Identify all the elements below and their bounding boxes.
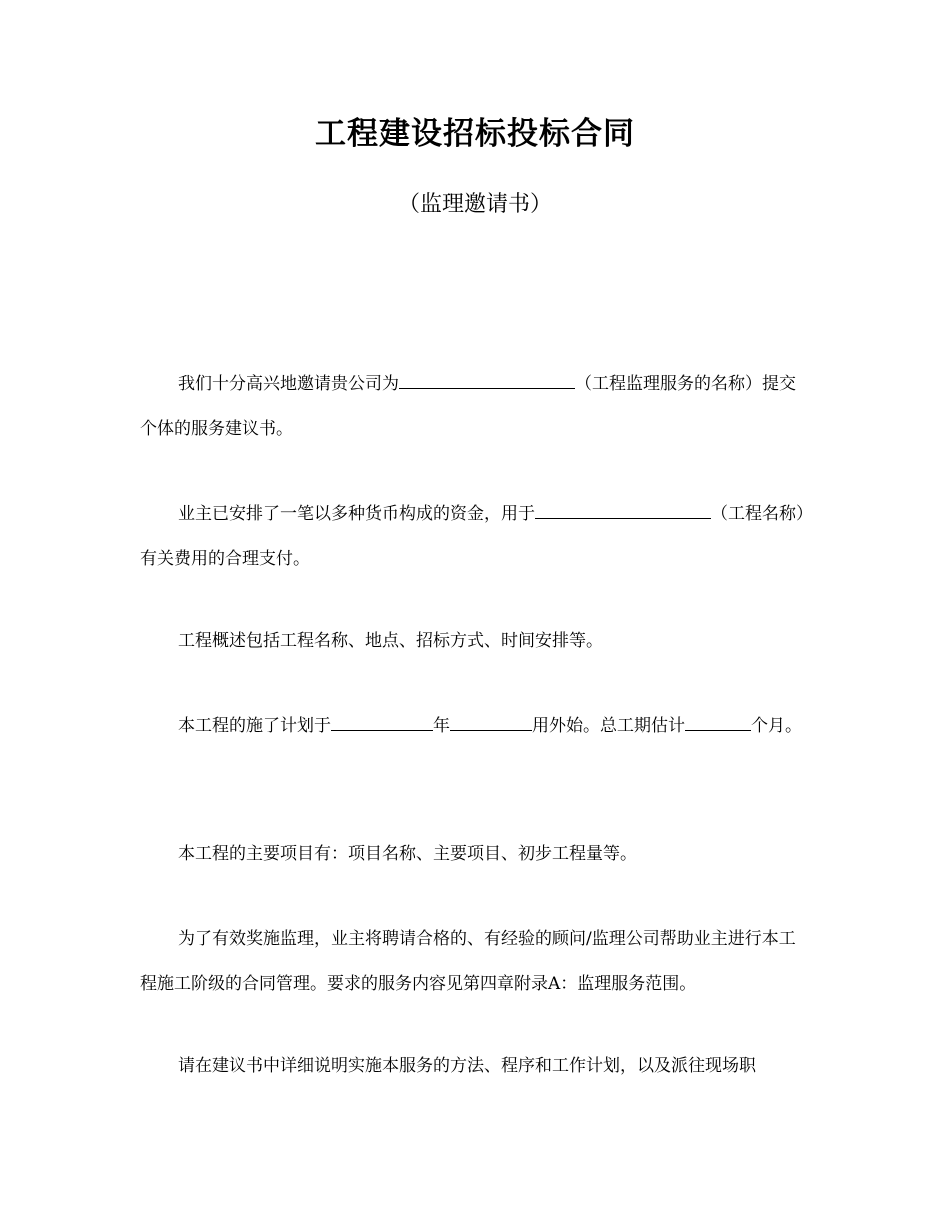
paragraph-text: 用外始。总工期估计 xyxy=(532,716,685,736)
paragraph-text: （工程监理服务的名称）提交个体的服务建议书。 xyxy=(140,374,796,439)
paragraph-text: 年 xyxy=(433,716,450,736)
blank-service-name xyxy=(399,368,575,389)
paragraph-proposal: 请在建议书中详细说明实施本服务的方法、程序和工作计划，以及派往现场职 xyxy=(178,1056,756,1076)
document-subtitle: （监理邀请书） xyxy=(397,192,552,217)
paragraph-invitation xyxy=(140,362,810,452)
paragraph-overview: 工程概述包括工程名称、地点、招标方式、时间安排等。 xyxy=(178,631,603,651)
blank-duration xyxy=(685,710,751,731)
document-title: 工程建设招标投标合同 xyxy=(315,116,635,152)
blank-month xyxy=(450,710,532,731)
blank-project-name xyxy=(535,498,711,519)
paragraph-text: 本工程的施了计划于 xyxy=(178,716,331,736)
paragraph-text: 业主已安排了一笔以多种货币构成的资金，用于 xyxy=(178,504,535,524)
paragraph-text: （工程名称）有关费用的合理支付。 xyxy=(140,504,805,569)
blank-year xyxy=(331,710,433,731)
paragraph-schedule xyxy=(140,704,810,749)
paragraph-supervision: 为了有效奖施监理，业主将聘请合格的、有经验的顾问/监理公司帮助业主进行本工程施工阶级的合同管理。要求的服务内容见第四章附录A：监理服务范围。 xyxy=(140,929,796,994)
paragraph-text: 个月。 xyxy=(751,716,802,736)
paragraph-text: 我们十分高兴地邀请贵公司为 xyxy=(178,374,399,394)
paragraph-main-items: 本工程的主要项目有：项目名称、主要项目、初步工程量等。 xyxy=(178,844,637,864)
paragraph-funding xyxy=(140,492,810,582)
